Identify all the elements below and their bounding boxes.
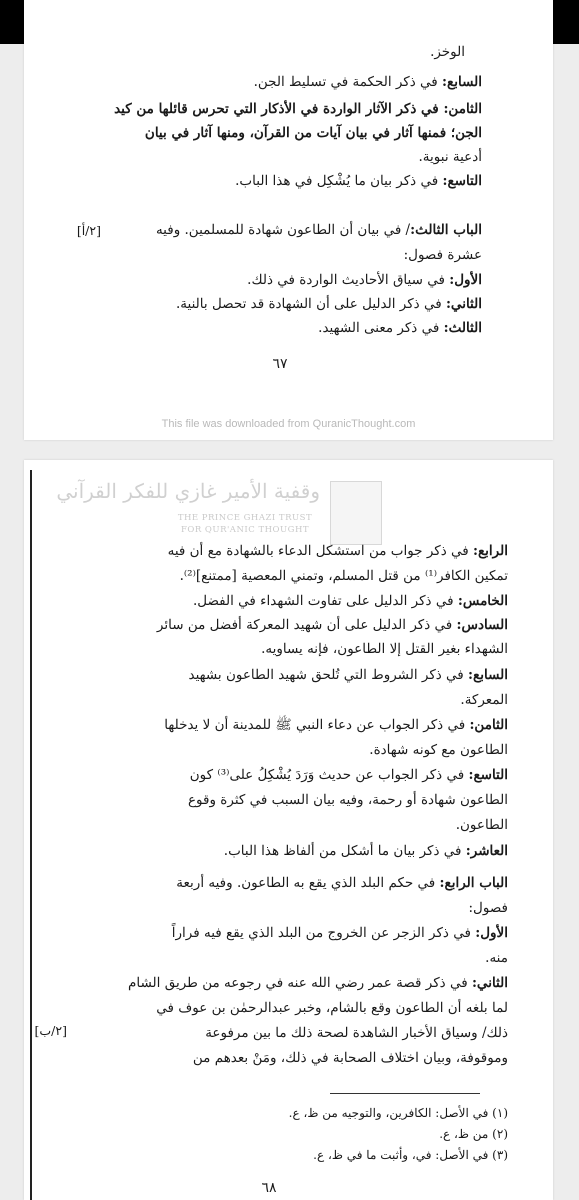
footnote-separator: [330, 1093, 480, 1094]
text-line: الثاني: في ذكر الدليل على أن الشهادة قد تحصل بالنية.: [176, 296, 482, 312]
margin-reference: [٢/أ]: [76, 223, 101, 238]
footnote: (١) في الأصل: الكافرين، والتوجيه من ظ، ع.: [288, 1106, 508, 1120]
text-line: الأول: في ذكر الزجر عن الخروج من البلد الذي يقع فيه فراراً: [171, 925, 508, 941]
text-line: الشهداء بغير القتل إلا الطاعون، فإنه يساويه.: [261, 641, 508, 657]
text-line: وموقوفة، وبيان اختلاف الصحابة في ذلك، ومَنْ بعدهم من: [192, 1050, 508, 1066]
footnote: (٢) من ظ، ع.: [439, 1127, 508, 1141]
text-line: فصول:: [468, 900, 508, 916]
text-line: تمكين الكافر⁽¹⁾ من قتل المسلم، وتمني المعصية [ممتنع]⁽²⁾.: [179, 568, 508, 584]
text-line: الطاعون.: [455, 817, 508, 833]
logo-line: THE PRINCE GHAZI TRUST: [177, 513, 313, 523]
footnote: (٣) في الأصل: في، وأثبت ما في ظ، ع.: [313, 1148, 508, 1162]
page-67: [24, 0, 553, 440]
text-line: الجن؛ فمنها آثار في بيان آيات من القرآن، ومنها آثار في بيان: [144, 125, 482, 141]
logo-title: وقفية الأمير غازي للفكر القرآني: [56, 479, 320, 503]
text-line: منه.: [485, 950, 508, 966]
text-line: التاسع: في ذكر بيان ما يُشْكِل في هذا الباب.: [235, 173, 482, 189]
text-line: الطاعون شهادة أو رحمة، وفيه بيان السبب في كثرة وقوع: [188, 792, 508, 808]
text-line: الرابع: في ذكر جواب من استشكل الدعاء بالشهادة مع أن فيه: [167, 543, 508, 559]
text-line: أدعية نبوية.: [418, 149, 482, 165]
text-line: الثامن: في ذكر الجواب عن دعاء النبي ﷺ للمدينة أن لا يدخلها: [164, 717, 508, 733]
margin-reference: [٢/ب]: [34, 1023, 67, 1038]
text-line: الطاعون مع كونه شهادة.: [369, 742, 508, 758]
seal-icon: [330, 481, 382, 545]
text-line: التاسع: في ذكر الجواب عن حديث وَرَدَ يُشْكِلُ على⁽³⁾ كون: [189, 767, 508, 783]
text-line: السادس: في ذكر الدليل على أن شهيد المعركة أفضل من سائر: [156, 617, 508, 633]
page-number: ٦٨: [261, 1180, 277, 1196]
text-line: الخامس: في ذكر الدليل على تفاوت الشهداء في الفضل.: [192, 593, 508, 609]
text-line: لما بلغه أن الطاعون وقع بالشام، وخبر عبدالرحمٰن بن عوف في: [156, 1000, 508, 1016]
text-line: المعركة.: [460, 692, 508, 708]
text-line: الثامن: في ذكر الآثار الواردة في الأذكار التي تحرس قائلها من كيد: [114, 101, 482, 117]
text-line: ذلك/ وسياق الأخبار الشاهدة لصحة ذلك ما بين مرفوعة: [205, 1025, 508, 1041]
text-line: الثاني: في ذكر قصة عمر رضي الله عنه في رجوعه من طريق الشام: [128, 975, 508, 991]
page-edge-rule: [30, 470, 32, 1200]
trust-logo: [56, 475, 480, 550]
chapter-heading: الباب الثالث:/ في بيان أن الطاعون شهادة للمسلمين. وفيه: [155, 222, 482, 238]
text-line: السابع: في ذكر الحكمة في تسليط الجن.: [253, 74, 482, 90]
chapter-heading: الباب الرابع: في حكم البلد الذي يقع به الطاعون. وفيه أربعة: [176, 875, 508, 891]
text-line: الأول: في سياق الأحاديث الواردة في ذلك.: [247, 272, 482, 288]
logo-line: FOR QUR'ANIC THOUGHT: [180, 525, 310, 535]
text-line: عشرة فصول:: [403, 247, 482, 263]
watermark: This file was downloaded from QuranicThought.com: [161, 418, 416, 430]
text-line: السابع: في ذكر الشروط التي تُلحق شهيد الطاعون بشهيد: [188, 667, 508, 683]
page-number: ٦٧: [272, 356, 288, 372]
text-line: الثالث: في ذكر معنى الشهيد.: [318, 320, 482, 336]
text-line: الوخز.: [430, 44, 465, 60]
text-line: العاشر: في ذكر بيان ما أشكل من ألفاظ هذا الباب.: [223, 843, 508, 859]
